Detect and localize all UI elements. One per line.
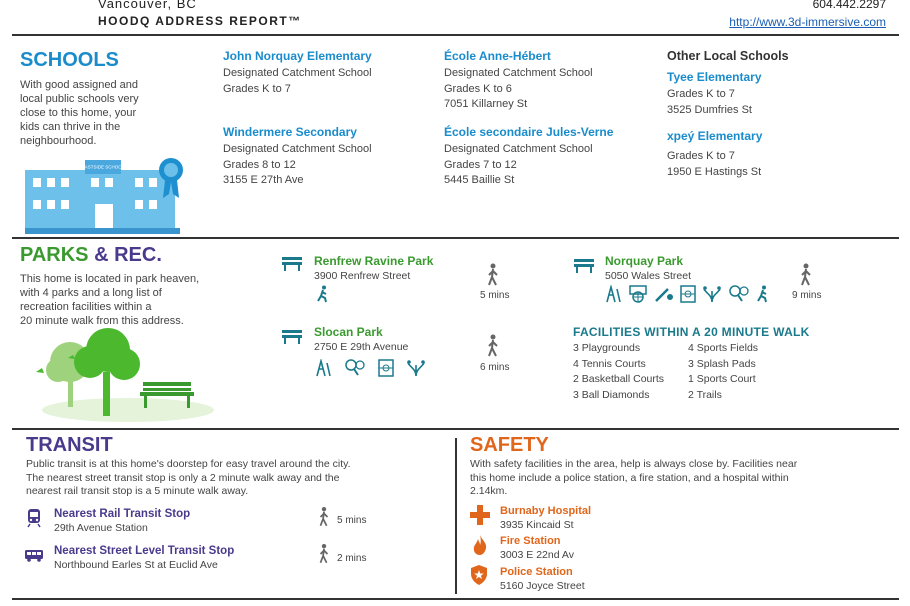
sports-field-icon [680, 285, 696, 303]
header-city: Vancouver, BC [98, 0, 197, 11]
train-icon [27, 508, 41, 528]
walking-person-icon [485, 263, 501, 287]
police-shield-icon [471, 565, 487, 585]
playground-icon [314, 359, 332, 377]
schools-title: SCHOOLS [20, 49, 119, 71]
playground-icon [604, 285, 622, 303]
safety-title: SAFETY [470, 434, 549, 456]
safety-intro: With safety facilities in the area, help is always close by. Facilities near this home include a police station, a fire station, and a hospital within 2.14km. [470, 458, 798, 497]
rail-transit-stop: Nearest Rail Transit Stop 29th Avenue Station [54, 508, 191, 534]
tennis-icon [344, 359, 366, 377]
facilities-list-left: 3 Playgrounds 4 Tennis Courts 2 Basketball Courts 3 Ball Diamonds [573, 342, 665, 401]
school-building-icon [25, 154, 190, 236]
school-tyee: Tyee Elementary Grades K to 7 3525 Dumfries St [667, 70, 762, 116]
walking-person-icon [798, 263, 814, 287]
rail-stop-mins: 5 mins [337, 515, 367, 526]
walking-person-icon [317, 543, 331, 565]
splash-pad-icon [702, 285, 722, 303]
facilities-list-right: 4 Sports Fields 3 Splash Pads 1 Sports Court 2 Trails [688, 342, 759, 401]
transit-intro: Public transit is at this home's doorstep for easy travel around the city. The nearest street transit stop is only a 2 minute walk away and the nearest rail transit stop is a 5 minute walk away. [26, 458, 351, 497]
transit-safety-divider [455, 438, 457, 594]
transit-title: TRANSIT [26, 434, 113, 456]
header-phone: 604.442.2297 [812, 0, 886, 11]
street-stop-mins: 2 mins [337, 553, 367, 564]
hospital-cross-icon [470, 505, 490, 525]
parks-intro: This home is located in park heaven, with 4 parks and a long list of recreation facilities within a 20 minute walk from this address. [20, 273, 200, 327]
footer-divider [12, 598, 899, 600]
park-norquay: Norquay Park 5050 Wales Street [605, 254, 691, 282]
baseball-icon [654, 285, 674, 303]
other-schools-heading: Other Local Schools [667, 49, 789, 63]
slocan-facility-icons [314, 359, 426, 377]
bench-icon [282, 328, 302, 344]
school-john-norquay: John Norquay Elementary Designated Catchment School Grades K to 7 [223, 49, 372, 95]
walking-person-icon [317, 506, 331, 528]
norquay-facility-icons [604, 285, 770, 303]
park-renfrew-ravine: Renfrew Ravine Park 3900 Renfrew Street [314, 254, 434, 282]
trail-runner-icon [756, 285, 770, 303]
bench-icon [574, 257, 594, 273]
safety-fire-station: Fire Station 3003 E 22nd Av [500, 535, 574, 561]
park-norquay-mins: 9 mins [792, 290, 822, 301]
safety-hospital: Burnaby Hospital 3935 Kincaid St [500, 505, 592, 531]
safety-police-station: Police Station 5160 Joyce Street [500, 566, 585, 592]
splash-pad-icon [406, 359, 426, 377]
basketball-icon [628, 285, 648, 303]
sports-field-icon [378, 359, 394, 377]
tennis-icon [728, 285, 750, 303]
school-xpey: xpeý Elementary Grades K to 7 1950 E Hastings St [667, 129, 763, 178]
park-slocan: Slocan Park 2750 E 29th Avenue [314, 325, 409, 353]
walking-person-icon [485, 334, 501, 358]
park-renfrew-mins: 5 mins [480, 290, 510, 301]
bus-icon [25, 550, 45, 562]
school-sign: EASTSIDE SCHOOL [81, 164, 125, 170]
park-slocan-mins: 6 mins [480, 362, 510, 373]
schools-divider [12, 237, 899, 239]
bench-icon [282, 255, 302, 271]
facilities-heading: FACILITIES WITHIN A 20 MINUTE WALK [573, 325, 810, 339]
trail-runner-icon [316, 285, 330, 303]
school-anne-hebert: École Anne-Hébert Designated Catchment School Grades K to 6 7051 Killarney St [444, 49, 593, 110]
fire-flame-icon [473, 535, 487, 555]
schools-intro: With good assigned and local public schools very close to this home, your kids can thrive in the neighbourhood. [20, 79, 139, 147]
report-title: HOODQ ADDRESS REPORT™ [98, 14, 302, 28]
street-transit-stop: Nearest Street Level Transit Stop Northbound Earles St at Euclid Ave [54, 545, 235, 571]
parks-title: PARKS & REC. [20, 244, 162, 266]
parks-divider [12, 428, 899, 430]
school-jules-verne: École secondaire Jules-Verne Designated Catchment School Grades 7 to 12 5445 Baillie St [444, 125, 614, 186]
header-divider [12, 34, 899, 36]
website-link[interactable]: http://www.3d-immersive.com [729, 15, 886, 29]
park-trees-bench-icon [28, 322, 214, 422]
school-windermere: Windermere Secondary Designated Catchment School Grades 8 to 12 3155 E 27th Ave [223, 125, 372, 186]
